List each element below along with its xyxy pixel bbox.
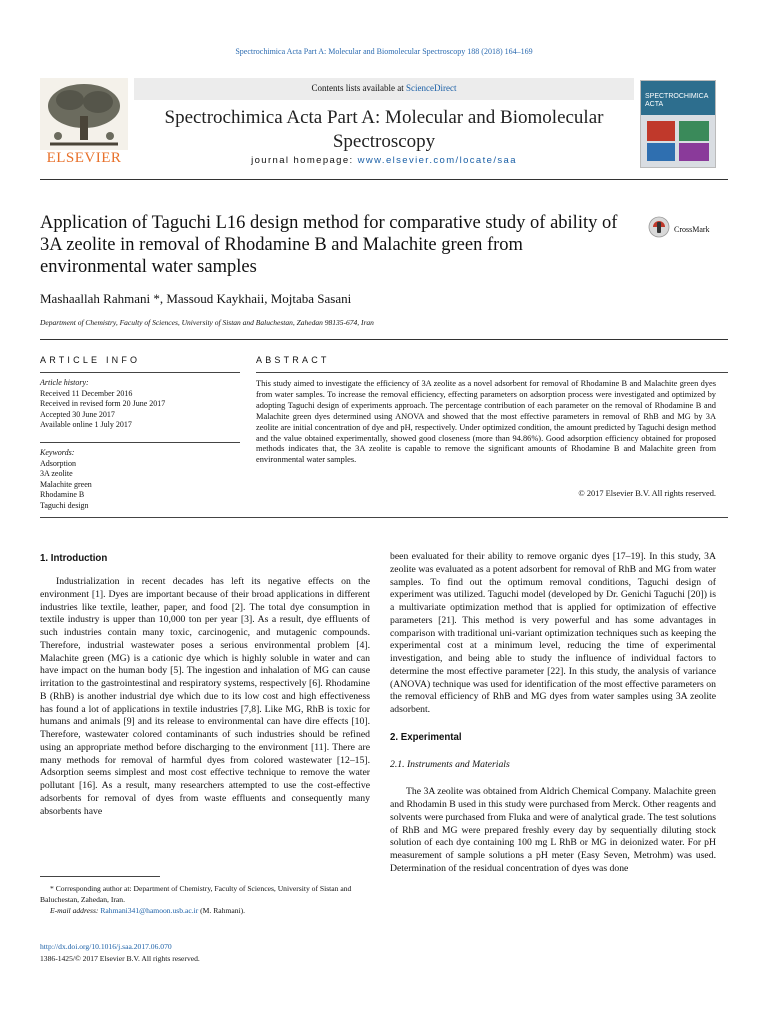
author-list: Mashaallah Rahmani *, Massoud Kaykhaii, Mojtaba Sasani: [40, 291, 352, 306]
article-info-heading: ARTICLE INFO: [40, 355, 141, 365]
journal-homepage: [134, 155, 634, 166]
crossmark-label[interactable]: CrossMark: [674, 225, 710, 234]
title-rule: [40, 339, 728, 340]
email-label: E-mail address:: [50, 906, 101, 915]
journal-cover-image: [640, 80, 716, 168]
corresponding-author-note: * Corresponding author at: Department of Chemistry, Faculty of Sciences, University of Sistan and Baluchestan, Zahedan, Iran.: [40, 884, 352, 904]
subsection-heading-instruments: 2.1. Instruments and Materials: [390, 758, 510, 770]
history-item: Received 11 December 2016: [40, 388, 133, 398]
sciencedirect-link[interactable]: ScienceDirect: [406, 83, 457, 93]
masthead-rule: [40, 179, 728, 180]
journal-title-line-2: Spectroscopy: [332, 131, 436, 152]
keyword: 3A zeolite: [40, 469, 73, 479]
keyword: Rhodamine B: [40, 490, 85, 500]
history-item: Available online 1 July 2017: [40, 420, 132, 430]
section-heading-introduction: 1. Introduction: [40, 553, 108, 564]
abstract-text: This study aimed to investigate the efficiency of 3A zeolite as a novel adsorbent for removal of Rhodamine B and Malachite green dyes from water samples. To increase the removal efficiency, effecting parameters on adsorption process were investigated and optimized by adopting Taguchi design of experiments approach. The percentage contribution of each parameter on the removal of Rhodamine B and Malachite green dyes determined using ANOVA and showed that the most effective parameters in removal of RhB and MG by 3A zeolite are initial concentration of dye and pH, respectively. Under optimized condition, the amount predicted by Taguchi design method and the value obtained experimentally, showed good closeness (more than 94.86%). Good adsorption efficiency obtained for proposed methods indicates that, the 3A zeolite is capable to remove the significant amounts of Rhodamine B and Malachite green from environmental water samples.: [256, 379, 716, 465]
email-suffix: (M. Rahmani).: [198, 906, 246, 915]
materials-paragraph: The 3A zeolite was obtained from Aldrich Chemical Company. Malachite green and Rhodamin B used in this study were purchased from Merck. Other reagents and solvents were purchased from Fluka and were of analytical grade. The test solutions of RhB and MG were prepared freshly every day by sequentially diluting stock solution of each dye containing 100 mg L RhB or MG in deionized water. For pH measurement of sample solutions a pH meter (Easy Seven, Metrohm) was used. Determination of the residual concentration of dyes was done: [390, 786, 716, 874]
history-item: Received in revised form 20 June 2017: [40, 399, 166, 409]
homepage-prefix: journal homepage:: [251, 155, 358, 166]
journal-title-line-1: Spectrochimica Acta Part A: Molecular and Biomolecular: [164, 107, 604, 128]
publisher-name: ELSEVIER: [46, 150, 122, 166]
keyword: Malachite green: [40, 479, 92, 489]
history-label: Article history:: [40, 378, 89, 387]
abstract-copyright: © 2017 Elsevier B.V. All rights reserved.: [578, 489, 716, 498]
article-history: [40, 378, 165, 431]
affiliation: Department of Chemistry, Faculty of Sciences, University of Sistan and Baluchestan, Zahedan 98135-674, Iran: [40, 318, 374, 327]
abstract-bottom-rule: [40, 517, 728, 518]
footnote-rule: [40, 876, 160, 877]
history-item: Accepted 30 June 2017: [40, 409, 115, 419]
running-header[interactable]: Spectrochimica Acta Part A: Molecular and Biomolecular Spectroscopy 188 (2018) 164–169: [235, 47, 533, 56]
issn-line: 1386-1425/© 2017 Elsevier B.V. All rights reserved.: [40, 954, 200, 963]
contents-line: [134, 83, 634, 93]
crossmark-icon[interactable]: [648, 216, 670, 238]
section-heading-experimental: 2. Experimental: [390, 731, 462, 743]
left-column: [40, 576, 370, 818]
intro-paragraph-continued: been evaluated for their ability to remove organic dyes [17–19]. In this study, 3A zeolite was evaluated as a potent adsorbent for removal of RhB and MG from water samples. To find out the optimum removal conditions, Taguchi design of experiment was utilized. Taguchi model (developed by Dr. Genichi Taguchi [20]) is a multivariate optimization method that is applied for optimization of effective parameters [21]. This method is very powerful and has some advantages in comparison with traditional uni-variant optimization techniques such as keeping the experimental cost at a minimum level, reducing the time of experimental investigation, and being able to study the influence of individual factors to determine the most effective parameter [22]. In this study, the analysis of variance (ANOVA) technique was used for identification of the most effective parameters on the removal efficiency of RhB and MG dyes from water samples using 3A zeolite adsorbent.: [390, 551, 716, 715]
intro-paragraph: Industrialization in recent decades has left its negative effects on the environment [1]. Dyes are important because of their broad applications in different industries like textile, leather, paper, and food [2]. The total dye consumption in textile industry is upper than 10,000 ton per year [3]. As a result, dye effluents of such industries contain many toxic, carcinogenic, and mutagenic compounds. Therefore, industrial wastewater poses a serious environmental problem [4]. Malachite green (MG) is a cationic dye which is highly soluble in water and can have impact on the human body [5]. The ingestion and inhalation of MG can cause irritation to the gastrointestinal and respiratory systems, respectively [6]. Rhodamine B (RhB) is another industrial dye which due to its low cost and high effectiveness has found a lot of applications in textile industries [7,8]. Like MG, RhB is toxic for humans and animals [9] and its release to environmental can have dire effects [10]. Therefore, wastewater colored contaminants of such industries should be refined using an appropriate method before discharging to the environment [11]. There are many methods for removal of harmful dyes from colored wastewater [12–15]. Adsorption seems simplest and most cost effective technique to remove the water pollutant [16]. As a result, many researchers attempted to use the cost-effective adsorbents for removal of dyes from waste effluents and consequently many absorbents have: [40, 576, 370, 817]
abstract-heading: ABSTRACT: [256, 355, 330, 365]
keywords: [40, 448, 92, 512]
keywords-label: Keywords:: [40, 448, 75, 457]
doi-link[interactable]: http://dx.doi.org/10.1016/j.saa.2017.06.070: [40, 942, 172, 951]
cover-title: SPECTROCHIMICA ACTA: [645, 93, 709, 108]
info-rule: [40, 372, 240, 373]
right-column: [390, 551, 716, 876]
footnote: [40, 883, 370, 916]
homepage-link[interactable]: www.elsevier.com/locate/saa: [357, 155, 517, 166]
email-link[interactable]: Rahmani341@hamoon.usb.ac.ir: [100, 906, 199, 915]
keyword: Taguchi design: [40, 500, 89, 510]
contents-prefix: Contents lists available at: [311, 83, 406, 93]
keywords-rule: [40, 442, 240, 443]
abstract-rule: [256, 372, 728, 373]
journal-title: [134, 106, 634, 154]
article-title: Application of Taguchi L16 design method for comparative study of ability of 3A zeolite in removal of Rhodamine B and Malachite green from environmental water samples: [40, 213, 618, 277]
keyword: Adsorption: [40, 458, 76, 468]
